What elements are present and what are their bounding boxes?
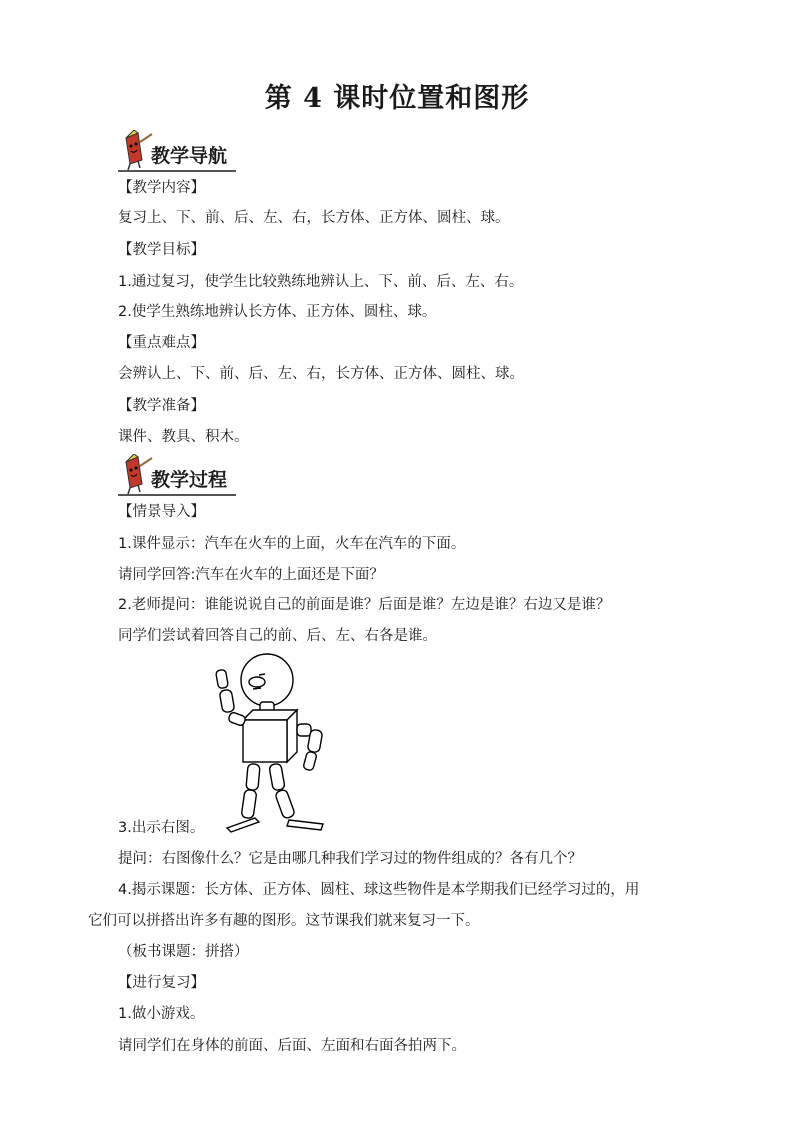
key-label: 【重点难点】 (118, 335, 205, 351)
pencil-mascot-icon (118, 454, 154, 496)
intro-1b: 请同学回答:汽车在火车的上面还是下面？ (118, 567, 384, 583)
intro-1: 1.课件显示：汽车在火车的上面，火车在汽车的下面。 (118, 536, 466, 552)
board-note: （板书课题：拼搭） (118, 944, 249, 960)
review-1: 1.做小游戏。 (118, 1006, 205, 1022)
goal-2: 2.使学生熟练地辨认长方体、正方体、圆柱、球。 (118, 304, 437, 320)
section-underline (118, 170, 236, 172)
content-text: 复习上、下、前、后、左、右，长方体、正方体、圆柱、球。 (118, 210, 510, 226)
intro-3b: 提问：右图像什么？它是由哪几种我们学习过的物件组成的？各有几个？ (118, 851, 582, 867)
intro-4b: 它们可以拼搭出许多有趣的图形。这节课我们就来复习一下。 (88, 913, 480, 929)
section-title-process: 教学过程 (151, 469, 228, 491)
review-1b: 请同学们在身体的前面、后面、左面和右面各拍两下。 (118, 1038, 466, 1054)
pencil-mascot-icon (118, 130, 154, 172)
goal-label: 【教学目标】 (118, 242, 205, 258)
goal-1: 1.通过复习，使学生比较熟练地辨认上、下、前、后、左、右。 (118, 274, 524, 290)
page-title: 第 4 课时位置和图形 (264, 83, 530, 114)
content-label: 【教学内容】 (118, 180, 205, 196)
intro-4a: 4.揭示课题：长方体、正方体、圆柱、球这些物件是本学期我们已经学习过的，用 (118, 882, 640, 898)
intro-3: 3.出示右图。 (118, 820, 205, 836)
review-label: 【进行复习】 (118, 975, 205, 991)
prep-label: 【教学准备】 (118, 398, 205, 414)
section-title-nav: 教学导航 (151, 145, 228, 167)
block-figure-illustration (205, 652, 335, 837)
intro-2b: 同学们尝试着回答自己的前、后、左、右各是谁。 (118, 628, 437, 644)
section-underline (118, 494, 236, 496)
key-text: 会辨认上、下、前、后、左、右，长方体、正方体、圆柱、球。 (118, 366, 524, 382)
prep-text: 课件、教具、积木。 (118, 429, 249, 445)
intro-2: 2.老师提问：谁能说说自己的前面是谁？后面是谁？左边是谁？右边又是谁？ (118, 597, 611, 613)
intro-label: 【情景导入】 (118, 504, 205, 520)
